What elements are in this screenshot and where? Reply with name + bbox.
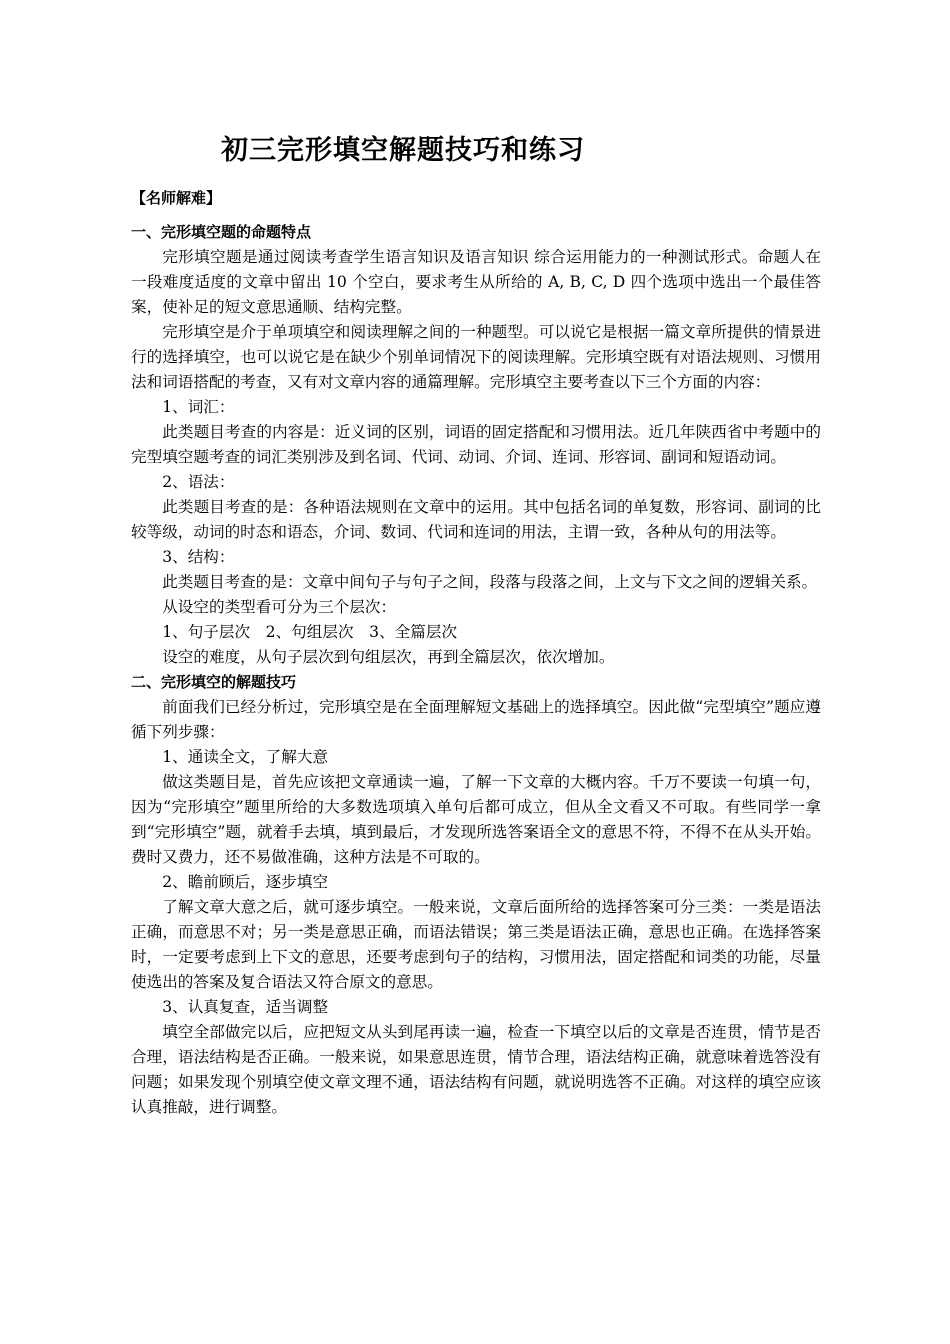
section1-heading: 一、完形填空题的命题特点 bbox=[131, 223, 312, 241]
item1-text: 此类题目考查的内容是：近义词的区别，词语的固定搭配和习惯用法。近几年陕西省中考题中的完型填空题考查的词汇类别涉及到名词、代词、动词、介词、连词、形容词、副词和短语动词。 bbox=[131, 423, 821, 466]
levels-note: 设空的难度，从句子层次到句组层次，再到全篇层次，依次增加。 bbox=[162, 648, 615, 666]
section-tag: 【名师解难】 bbox=[131, 189, 222, 207]
item3-title: 3、结构： bbox=[162, 548, 235, 566]
levels-intro: 从设空的类型看可分为三个层次： bbox=[162, 598, 397, 616]
section1-paragraph-1: 完形填空题是通过阅读考查学生语言知识及语言知识 综合运用能力的一种测试形式。命题人在一段难度适度的文章中留出 10 个空白，要求考生从所给的 A, B, C, D 四个选项中选出一个最佳答案，使补足的短文意思通顺、结构完整。 bbox=[131, 248, 821, 316]
item2-title: 2、语法： bbox=[162, 473, 235, 491]
section2-heading: 二、完形填空的解题技巧 bbox=[131, 673, 297, 691]
section1-paragraph-2: 完形填空是介于单项填空和阅读理解之间的一种题型。可以说它是根据一篇文章所提供的情景进行的选择填空，也可以说它是在缺少个别单词情况下的阅读理解。完形填空既有对语法规则、习惯用法和词语搭配的考查，又有对文章内容的通篇理解。完形填空主要考查以下三个方面的内容： bbox=[131, 323, 821, 391]
document-body bbox=[131, 186, 821, 1120]
section2-intro: 前面我们已经分析过，完形填空是在全面理解短文基础上的选择填空。因此做“完型填空”题应遵循下列步骤： bbox=[131, 698, 821, 741]
page-title: 初三完形填空解题技巧和练习 bbox=[221, 135, 585, 166]
step3-title: 3、认真复查，适当调整 bbox=[162, 998, 329, 1016]
item1-title: 1、词汇： bbox=[162, 398, 235, 416]
step2-title: 2、瞻前顾后，逐步填空 bbox=[162, 873, 329, 891]
levels-list: 1、句子层次 2、句组层次 3、全篇层次 bbox=[162, 623, 458, 641]
item3-text: 此类题目考查的是：文章中间句子与句子之间，段落与段落之间，上文与下文之间的逻辑关系。 bbox=[162, 573, 818, 591]
step2-text: 了解文章大意之后，就可逐步填空。一般来说，文章后面所给的选择答案可分三类：一类是语法正确，而意思不对；另一类是意思正确，而语法错误；第三类是语法正确，意思也正确。在选择答案时，一定要考虑到上下文的意思，还要考虑到句子的结构，习惯用法，固定搭配和词类的功能，尽量使选出的答案及复合语法又符合原文的意思。 bbox=[131, 898, 821, 991]
step1-title: 1、通读全文，了解大意 bbox=[162, 748, 329, 766]
step3-text: 填空全部做完以后，应把短文从头到尾再读一遍，检查一下填空以后的文章是否连贯，情节是否合理，语法结构是否正确。一般来说，如果意思连贯，情节合理，语法结构正确，就意味着选答没有问题；如果发现个别填空使文章文理不通，语法结构有问题，就说明选答不正确。对这样的填空应该认真推敲，进行调整。 bbox=[131, 1023, 821, 1116]
step1-text: 做这类题目是，首先应该把文章通读一遍，了解一下文章的大概内容。千万不要读一句填一句，因为“完形填空”题里所给的大多数选项填入单句后都可成立，但从全文看又不可取。有些同学一拿到“完形填空”题，就着手去填，填到最后，才发现所选答案语全文的意思不符，不得不在从头开始。费时又费力，还不易做准确，这种方法是不可取的。 bbox=[131, 773, 821, 866]
item2-text: 此类题目考查的是：各种语法规则在文章中的运用。其中包括名词的单复数，形容词、副词的比较等级，动词的时态和语态，介词、数词、代词和连词的用法，主谓一致，各种从句的用法等。 bbox=[131, 498, 821, 541]
